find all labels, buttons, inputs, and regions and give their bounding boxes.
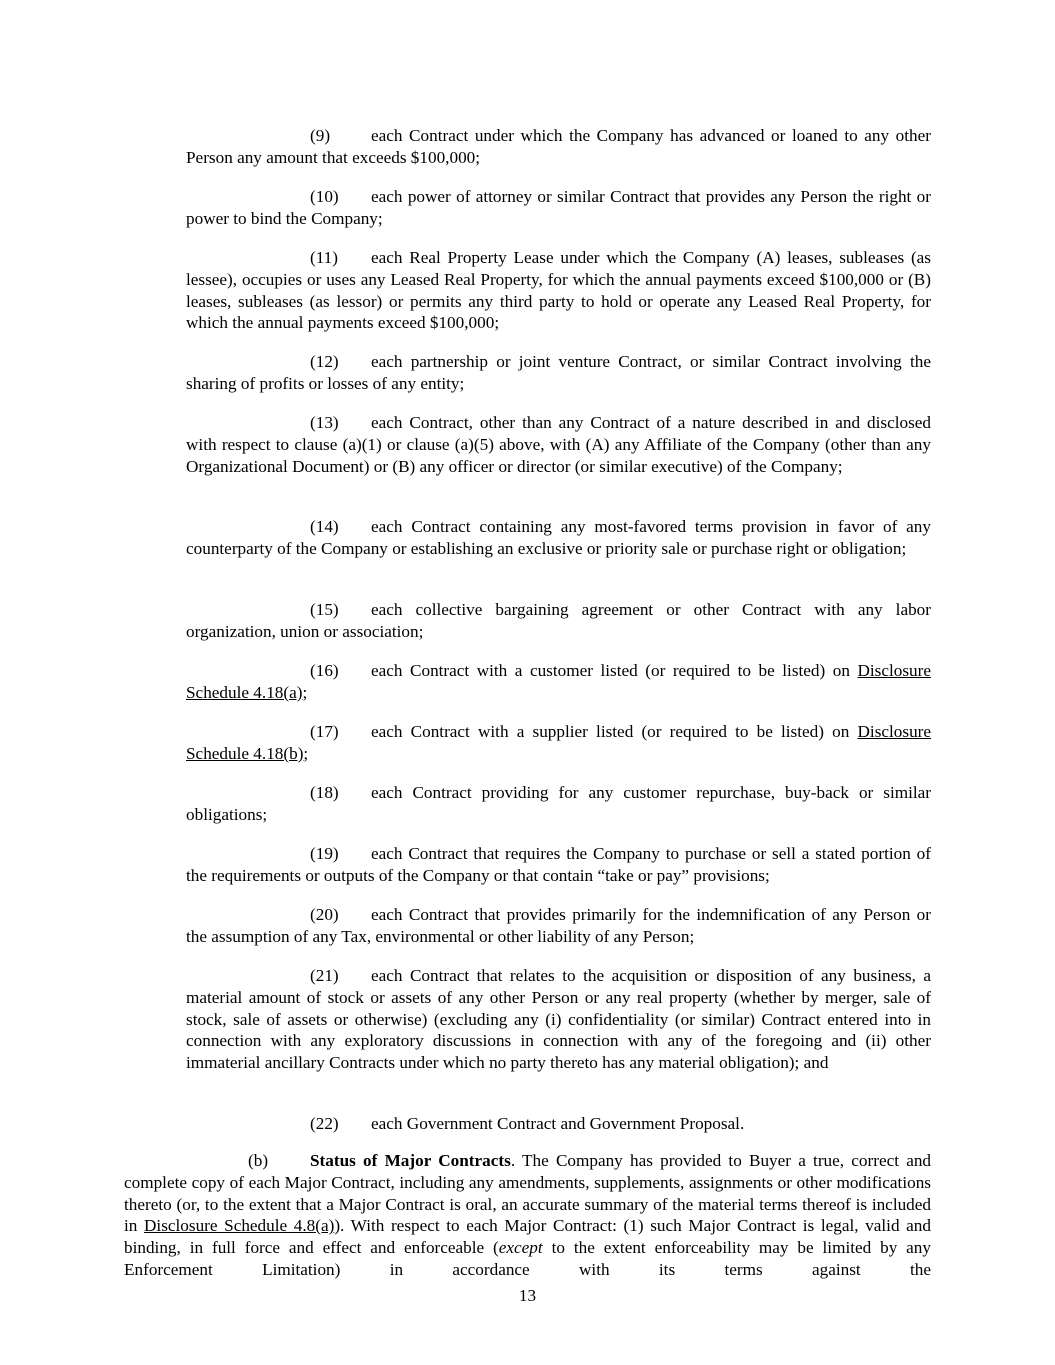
clause-13 bbox=[186, 412, 931, 477]
disclosure-schedule-link[interactable]: Disclosure Schedule 4.18(a) bbox=[186, 661, 931, 702]
clause-text: each Contract that relates to the acquisition or disposition of any business, a material amount of stock or assets of any other Person or any real property (whether by merger, sale of stock, sale of assets or otherwise) (excluding any (i) confidentiality (or similar) Contract entered into in connection with any exploratory discussions in connection with any of the foregoing and (ii) other immaterial ancillary Contracts under which no party thereto has any material obligation); and bbox=[186, 966, 931, 1073]
clause-text: each Contract containing any most-favored terms provision in favor of any counterparty of the Company or establishing an exclusive or priority sale or purchase right or obligation; bbox=[186, 517, 931, 558]
section-heading: Status of Major Contracts bbox=[310, 1151, 511, 1170]
clause-14 bbox=[186, 516, 931, 560]
clause-21 bbox=[186, 965, 931, 1074]
clause-16 bbox=[186, 660, 931, 704]
clause-suffix: ; bbox=[302, 682, 308, 702]
clause-number: (22) bbox=[310, 1114, 339, 1133]
section-b-paragraph bbox=[124, 1150, 931, 1281]
clause-10 bbox=[186, 186, 931, 230]
clause-18 bbox=[186, 782, 931, 826]
clause-text: each Contract that requires the Company to purchase or sell a stated portion of the requirements or outputs of the Company or that contain “take or pay” provisions; bbox=[186, 844, 931, 885]
clause-text: each Government Contract and Government Proposal. bbox=[371, 1114, 745, 1133]
clause-number: (16) bbox=[310, 661, 339, 680]
clause-12 bbox=[186, 351, 931, 395]
clause-number: (12) bbox=[310, 352, 339, 371]
section-text: ). With respect to each Major Contract: (1) such Major Contract is legal, valid and binding, in full force and effect and enforceable ( bbox=[124, 1216, 931, 1258]
clause-number: (14) bbox=[310, 517, 339, 536]
clause-text: each Contract providing for any customer repurchase, buy-back or similar obligations; bbox=[186, 783, 931, 824]
clause-number: (13) bbox=[310, 413, 339, 432]
clause-text: each power of attorney or similar Contract that provides any Person the right or power to bind the Company; bbox=[186, 187, 931, 228]
clause-number: (10) bbox=[310, 187, 339, 206]
section-number: (b) bbox=[248, 1151, 269, 1170]
page-number: 13 bbox=[518, 1286, 537, 1305]
clause-text: each partnership or joint venture Contract, or similar Contract involving the sharing of profits or losses of any entity; bbox=[186, 352, 931, 393]
section-text: . The Company has provided to Buyer a true, correct and complete copy of each Major Contract, including any amendments, supplements, assignments or other modifications thereto (or, to the extent that a Major Contract is oral, an accurate summary of the material terms thereof is included in bbox=[124, 1151, 932, 1236]
clause-number: (17) bbox=[310, 722, 339, 741]
clause-text: each Contract that provides primarily for the indemnification of any Person or the assumption of any Tax, environmental or other liability of any Person; bbox=[186, 905, 931, 946]
disclosure-schedule-link[interactable]: Disclosure Schedule 4.8(a) bbox=[144, 1216, 335, 1236]
clause-text: each Contract with a customer listed (or required to be listed) on bbox=[371, 661, 850, 680]
clause-number: (20) bbox=[310, 905, 339, 924]
clause-19 bbox=[186, 843, 931, 887]
clause-number: (18) bbox=[310, 783, 339, 802]
disclosure-schedule-link[interactable]: Disclosure Schedule 4.18(b) bbox=[186, 722, 932, 763]
clause-text: each collective bargaining agreement or other Contract with any labor organization, union or association; bbox=[186, 600, 931, 641]
clause-text: each Contract with a supplier listed (or required to be listed) on bbox=[371, 722, 850, 741]
clause-text: each Contract under which the Company has advanced or loaned to any other Person any amount that exceeds $100,000; bbox=[186, 126, 931, 167]
clause-15 bbox=[186, 599, 931, 643]
clause-17 bbox=[186, 721, 931, 765]
italic-except: except bbox=[498, 1238, 543, 1258]
clause-number: (15) bbox=[310, 600, 339, 619]
clause-9 bbox=[186, 125, 931, 169]
clause-text: each Real Property Lease under which the Company (A) leases, subleases (as lessee), occupies or uses any Leased Real Property, for which the annual payments exceed $100,000 or (B) leases, subleases (as lessor) or permits any third party to hold or operate any Leased Real Property, for which the annual payments exceed $100,000; bbox=[186, 248, 931, 333]
clause-number: (19) bbox=[310, 844, 339, 863]
clause-number: (11) bbox=[310, 248, 338, 267]
clause-number: (21) bbox=[310, 966, 339, 985]
clause-text: each Contract, other than any Contract of a nature described in and disclosed with respect to clause (a)(1) or clause (a)(5) above, with (A) any Affiliate of the Company (other than any Organizational Document) or (B) any officer or director (or similar executive) of the Company; bbox=[186, 413, 931, 476]
clause-20 bbox=[186, 904, 931, 948]
clause-suffix: ; bbox=[303, 743, 309, 763]
clause-22 bbox=[186, 1113, 931, 1135]
section-text: to the extent enforceability may be limited by any Enforcement Limitation) in accordance with its terms against the bbox=[124, 1238, 931, 1279]
clause-11 bbox=[186, 247, 931, 334]
clause-number: (9) bbox=[310, 126, 331, 145]
